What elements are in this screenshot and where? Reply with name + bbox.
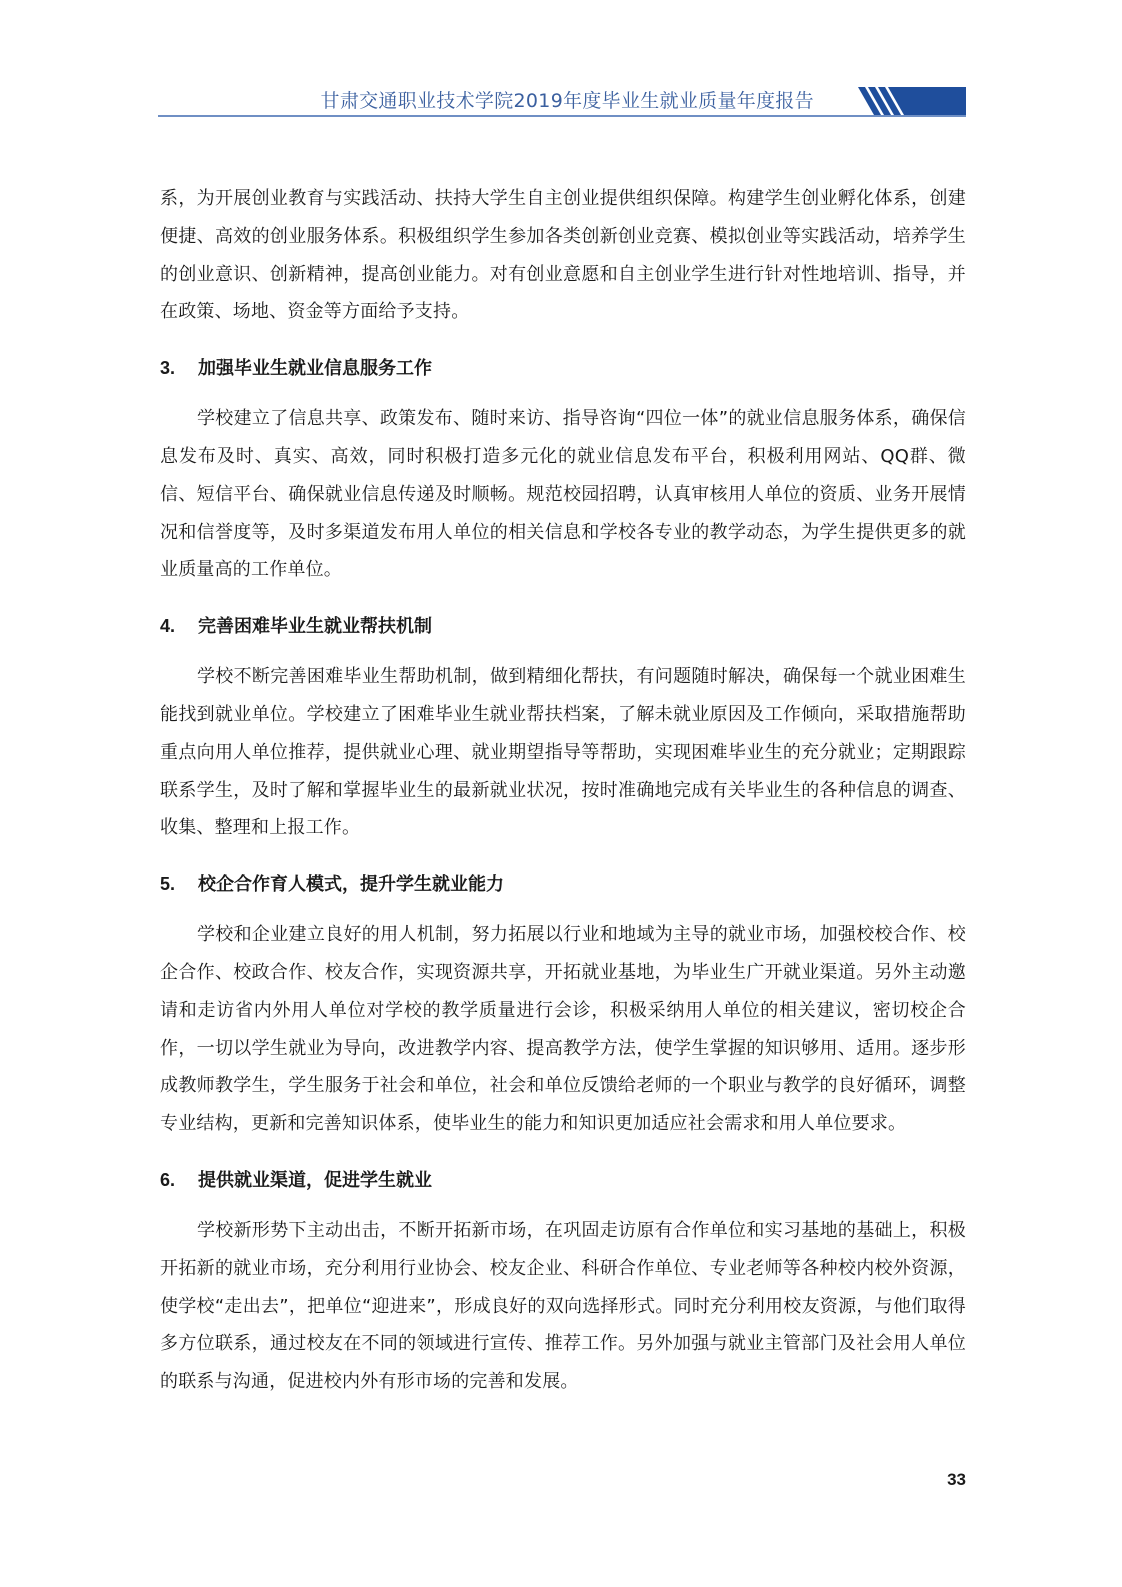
paragraph: 系，为开展创业教育与实践活动、扶持大学生自主创业提供组织保障。构建学生创业孵化体系，创建便捷、高效的创业服务体系。积极组织学生参加各类创新创业竞赛、模拟创业等实践活动，培养学生的创业意识、创新精神，提高创业能力。对有创业意愿和自主创业学生进行针对性地培训、指导，并在政策、场地、资金等方面给予支持。 (160, 188, 966, 323)
section-heading-5 (160, 869, 966, 900)
paragraph: 学校不断完善困难毕业生帮助机制，做到精细化帮扶，有问题随时解决，确保每一个就业困难生能找到就业单位。学校建立了困难毕业生就业帮扶档案，了解未就业原因及工作倾向，采取措施帮助重点向用人单位推荐，提供就业心理、就业期望指导等帮助，实现困难毕业生的充分就业；定期跟踪联系学生，及时了解和掌握毕业生的最新就业状况，按时准确地完成有关毕业生的各种信息的调查、收集、整理和上报工作。 (160, 666, 966, 839)
document-body (160, 180, 966, 1423)
header-divider (158, 115, 966, 117)
heading-number: 4. (160, 616, 176, 637)
heading-text: 提供就业渠道，促进学生就业 (198, 1169, 432, 1191)
heading-number: 5. (160, 874, 176, 895)
section-heading-4 (160, 611, 966, 642)
stripes-icon (858, 87, 966, 115)
header-title: 甘肃交通职业技术学院2019年度毕业生就业质量年度报告 (320, 90, 814, 112)
heading-text: 校企合作育人模式，提升学生就业能力 (198, 874, 504, 896)
page-number: 33 (947, 1470, 966, 1489)
section-heading-3 (160, 353, 966, 384)
paragraph: 学校建立了信息共享、政策发布、随时来访、指导咨询“四位一体”的就业信息服务体系，确保信息发布及时、真实、高效，同时积极打造多元化的就业信息发布平台，积极利用网站、QQ群、微信、短信平台、确保就业信息传递及时顺畅。规范校园招聘，认真审核用人单位的资质、业务开展情况和信誉度等，及时多渠道发布用人单位的相关信息和学校各专业的教学动态，为学生提供更多的就业质量高的工作单位。 (160, 408, 966, 581)
heading-text: 完善困难毕业生就业帮扶机制 (198, 616, 432, 638)
section-heading-6 (160, 1165, 966, 1196)
paragraph: 学校新形势下主动出击，不断开拓新市场，在巩固走访原有合作单位和实习基地的基础上，积极开拓新的就业市场，充分利用行业协会、校友企业、科研合作单位、专业老师等各种校内校外资源，使学校“走出去”，把单位“迎进来”，形成良好的双向选择形式。同时充分利用校友资源，与他们取得多方位联系，通过校友在不同的领域进行宣传、推荐工作。另外加强与就业主管部门及社会用人单位的联系与沟通，促进校内外有形市场的完善和发展。 (160, 1219, 966, 1393)
heading-number: 6. (160, 1169, 176, 1190)
page-header (158, 84, 966, 120)
paragraph: 学校和企业建立良好的用人机制，努力拓展以行业和地域为主导的就业市场，加强校校合作、校企合作、校政合作、校友合作，实现资源共享，开拓就业基地，为毕业生广开就业渠道。另外主动邀请和走访省内外用人单位对学校的教学质量进行会诊，积极采纳用人单位的相关建议，密切校企合作，一切以学生就业为导向，改进教学内容、提高教学方法，使学生掌握的知识够用、适用。逐步形成教师教学生，学生服务于社会和单位，社会和单位反馈给老师的一个职业与教学的良好循环，调整专业结构，更新和完善知识体系，使毕业生的能力和知识更加适应社会需求和用人单位要求。 (160, 924, 966, 1135)
heading-number: 3. (160, 358, 176, 379)
heading-text: 加强毕业生就业信息服务工作 (198, 358, 432, 380)
